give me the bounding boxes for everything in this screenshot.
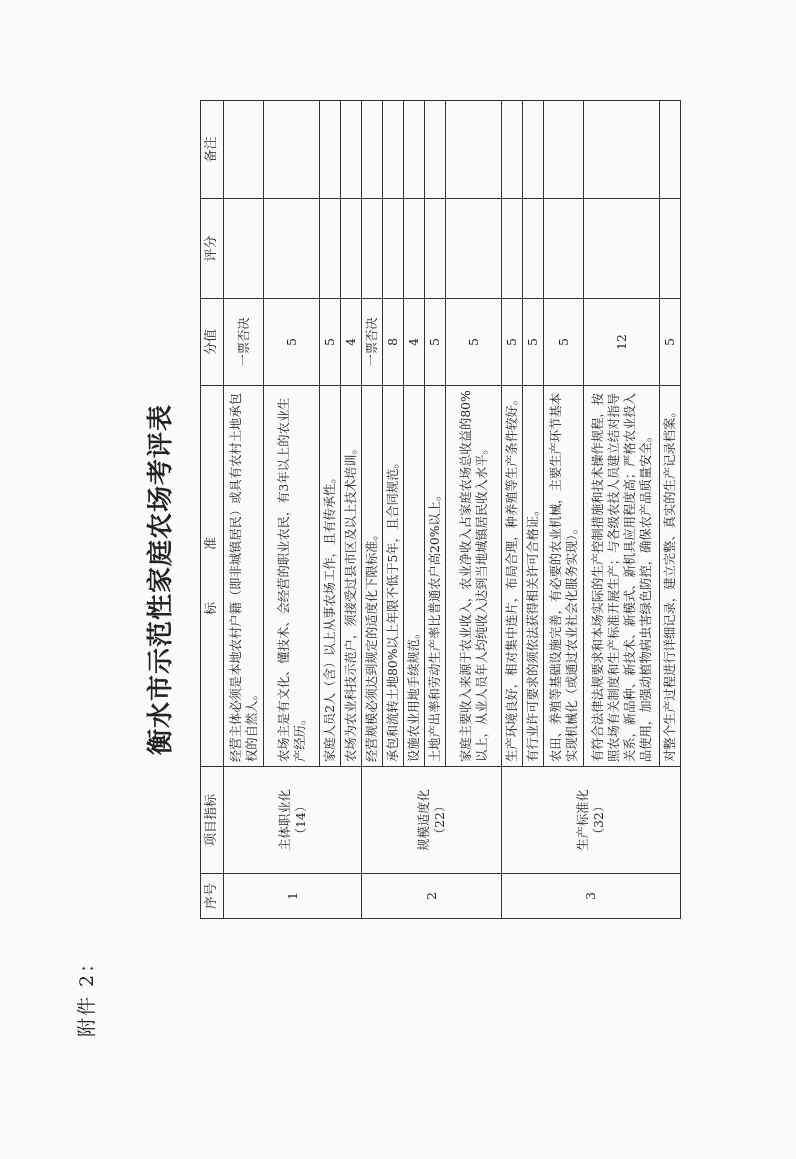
item-total-score: （32）: [592, 799, 606, 841]
row-number: 3: [502, 874, 681, 919]
item-cell: [224, 767, 362, 874]
score-cell: 5: [425, 299, 446, 386]
note-cell: [383, 101, 404, 199]
rating-cell: [362, 199, 383, 299]
item-name: 规模适度化: [416, 789, 431, 851]
col-header-note: 备注: [201, 101, 224, 199]
standard-cell: 承包和流转土地80%以上年限不低于5年，且合同规范。: [383, 386, 404, 767]
rating-cell: [383, 199, 404, 299]
score-cell: 4: [404, 299, 425, 386]
note-cell: [584, 101, 660, 199]
rating-cell: [523, 199, 544, 299]
standard-cell: 农场主是有文化、懂技术、会经营的职业农民，有3年以上的农业生产经历。: [264, 386, 320, 767]
standard-cell: 农田、养殖等基础设施完善，有必要的农业机械，主要生产环节基本实现机械化（或通过农业社会化服务实现）。: [544, 386, 584, 767]
col-header-rating: 评分: [201, 199, 224, 299]
note-cell: [224, 101, 264, 199]
item-cell: [362, 767, 502, 874]
rating-cell: [320, 199, 341, 299]
col-header-item: 项目指标: [201, 767, 224, 874]
score-cell: 8: [383, 299, 404, 386]
table-row: [224, 101, 264, 919]
item-cell: [502, 767, 681, 874]
table-header-row: [201, 101, 224, 919]
note-cell: [320, 101, 341, 199]
table-row: [362, 101, 383, 919]
standard-cell: 农场为农业科技示范户，须接受过县市区及以上技术培训。: [341, 386, 362, 767]
rating-cell: [446, 199, 502, 299]
rating-cell: [404, 199, 425, 299]
item-name: 生产标准化: [576, 789, 590, 851]
note-cell: [544, 101, 584, 199]
standard-cell: 家庭主要收入来源于农业收入，农业净收入占家庭农场总收益的80%以上，从业人员年人均纯收入达到当地城镇居民收入水平。: [446, 386, 502, 767]
standard-cell: 有符合法律法规要求和本场实际的生产控制措施和技术操作规程，按照农场有关制度和生产标准开展生产；与各级农技人员建立结对指导关系，新品种、新技术、新模式、新机具应用程度高；严格农业投入品使用，加强动植物病虫害绿色防控，确保农产品质量安全。: [584, 386, 660, 767]
standard-cell: 对整个生产过程进行详细记录，建立完整、真实的生产记录档案。: [660, 386, 681, 767]
rating-cell: [264, 199, 320, 299]
note-cell: [341, 101, 362, 199]
score-cell: 5: [320, 299, 341, 386]
table-row: [502, 101, 523, 919]
item-name: 主体职业化: [277, 789, 292, 851]
standard-cell: 生产环境良好，相对集中连片，布局合理，种养殖等生产条件较好。: [502, 386, 523, 767]
evaluation-table: [200, 100, 681, 919]
item-total-score: （22）: [432, 799, 447, 841]
note-cell: [362, 101, 383, 199]
score-cell: 5: [446, 299, 502, 386]
note-cell: [264, 101, 320, 199]
score-cell: 5: [660, 299, 681, 386]
note-cell: [660, 101, 681, 199]
rating-cell: [660, 199, 681, 299]
standard-cell: 经营规模必须达到规定的适度化下限标准。: [362, 386, 383, 767]
col-header-standard: 标 准: [201, 386, 224, 767]
row-number: 1: [224, 874, 362, 919]
page-title: 衡水市示范性家庭农场考评表: [146, 404, 176, 756]
attachment-label: 附件 2：: [76, 951, 98, 1037]
rating-cell: [544, 199, 584, 299]
note-cell: [425, 101, 446, 199]
standard-cell: 土地产出率和劳动生产率比普通农户高20%以上。: [425, 386, 446, 767]
rating-cell: [341, 199, 362, 299]
rating-cell: [425, 199, 446, 299]
note-cell: [446, 101, 502, 199]
rating-cell: [502, 199, 523, 299]
score-cell: 一票否决: [224, 299, 264, 386]
item-total-score: （14）: [293, 799, 308, 841]
score-cell: 5: [502, 299, 523, 386]
row-number: 2: [362, 874, 502, 919]
standard-cell: 家庭人员2人（含）以上从事农场工作，且有传承性。: [320, 386, 341, 767]
score-cell: 5: [544, 299, 584, 386]
score-cell: 4: [341, 299, 362, 386]
score-cell: 12: [584, 299, 660, 386]
note-cell: [523, 101, 544, 199]
note-cell: [502, 101, 523, 199]
rating-cell: [224, 199, 264, 299]
score-cell: 5: [264, 299, 320, 386]
standard-cell: 设施农业用地手续规范。: [404, 386, 425, 767]
col-header-score: 分值: [201, 299, 224, 386]
score-cell: 5: [523, 299, 544, 386]
col-header-no: 序号: [201, 874, 224, 919]
note-cell: [404, 101, 425, 199]
rating-cell: [584, 199, 660, 299]
standard-cell: 经营主体必须是本地农村户籍（即非城镇居民）或具有农村土地承包权的自然人。: [224, 386, 264, 767]
standard-cell: 有行业许可要求的须依法获得相关许可合格证。: [523, 386, 544, 767]
score-cell: 一票否决: [362, 299, 383, 386]
